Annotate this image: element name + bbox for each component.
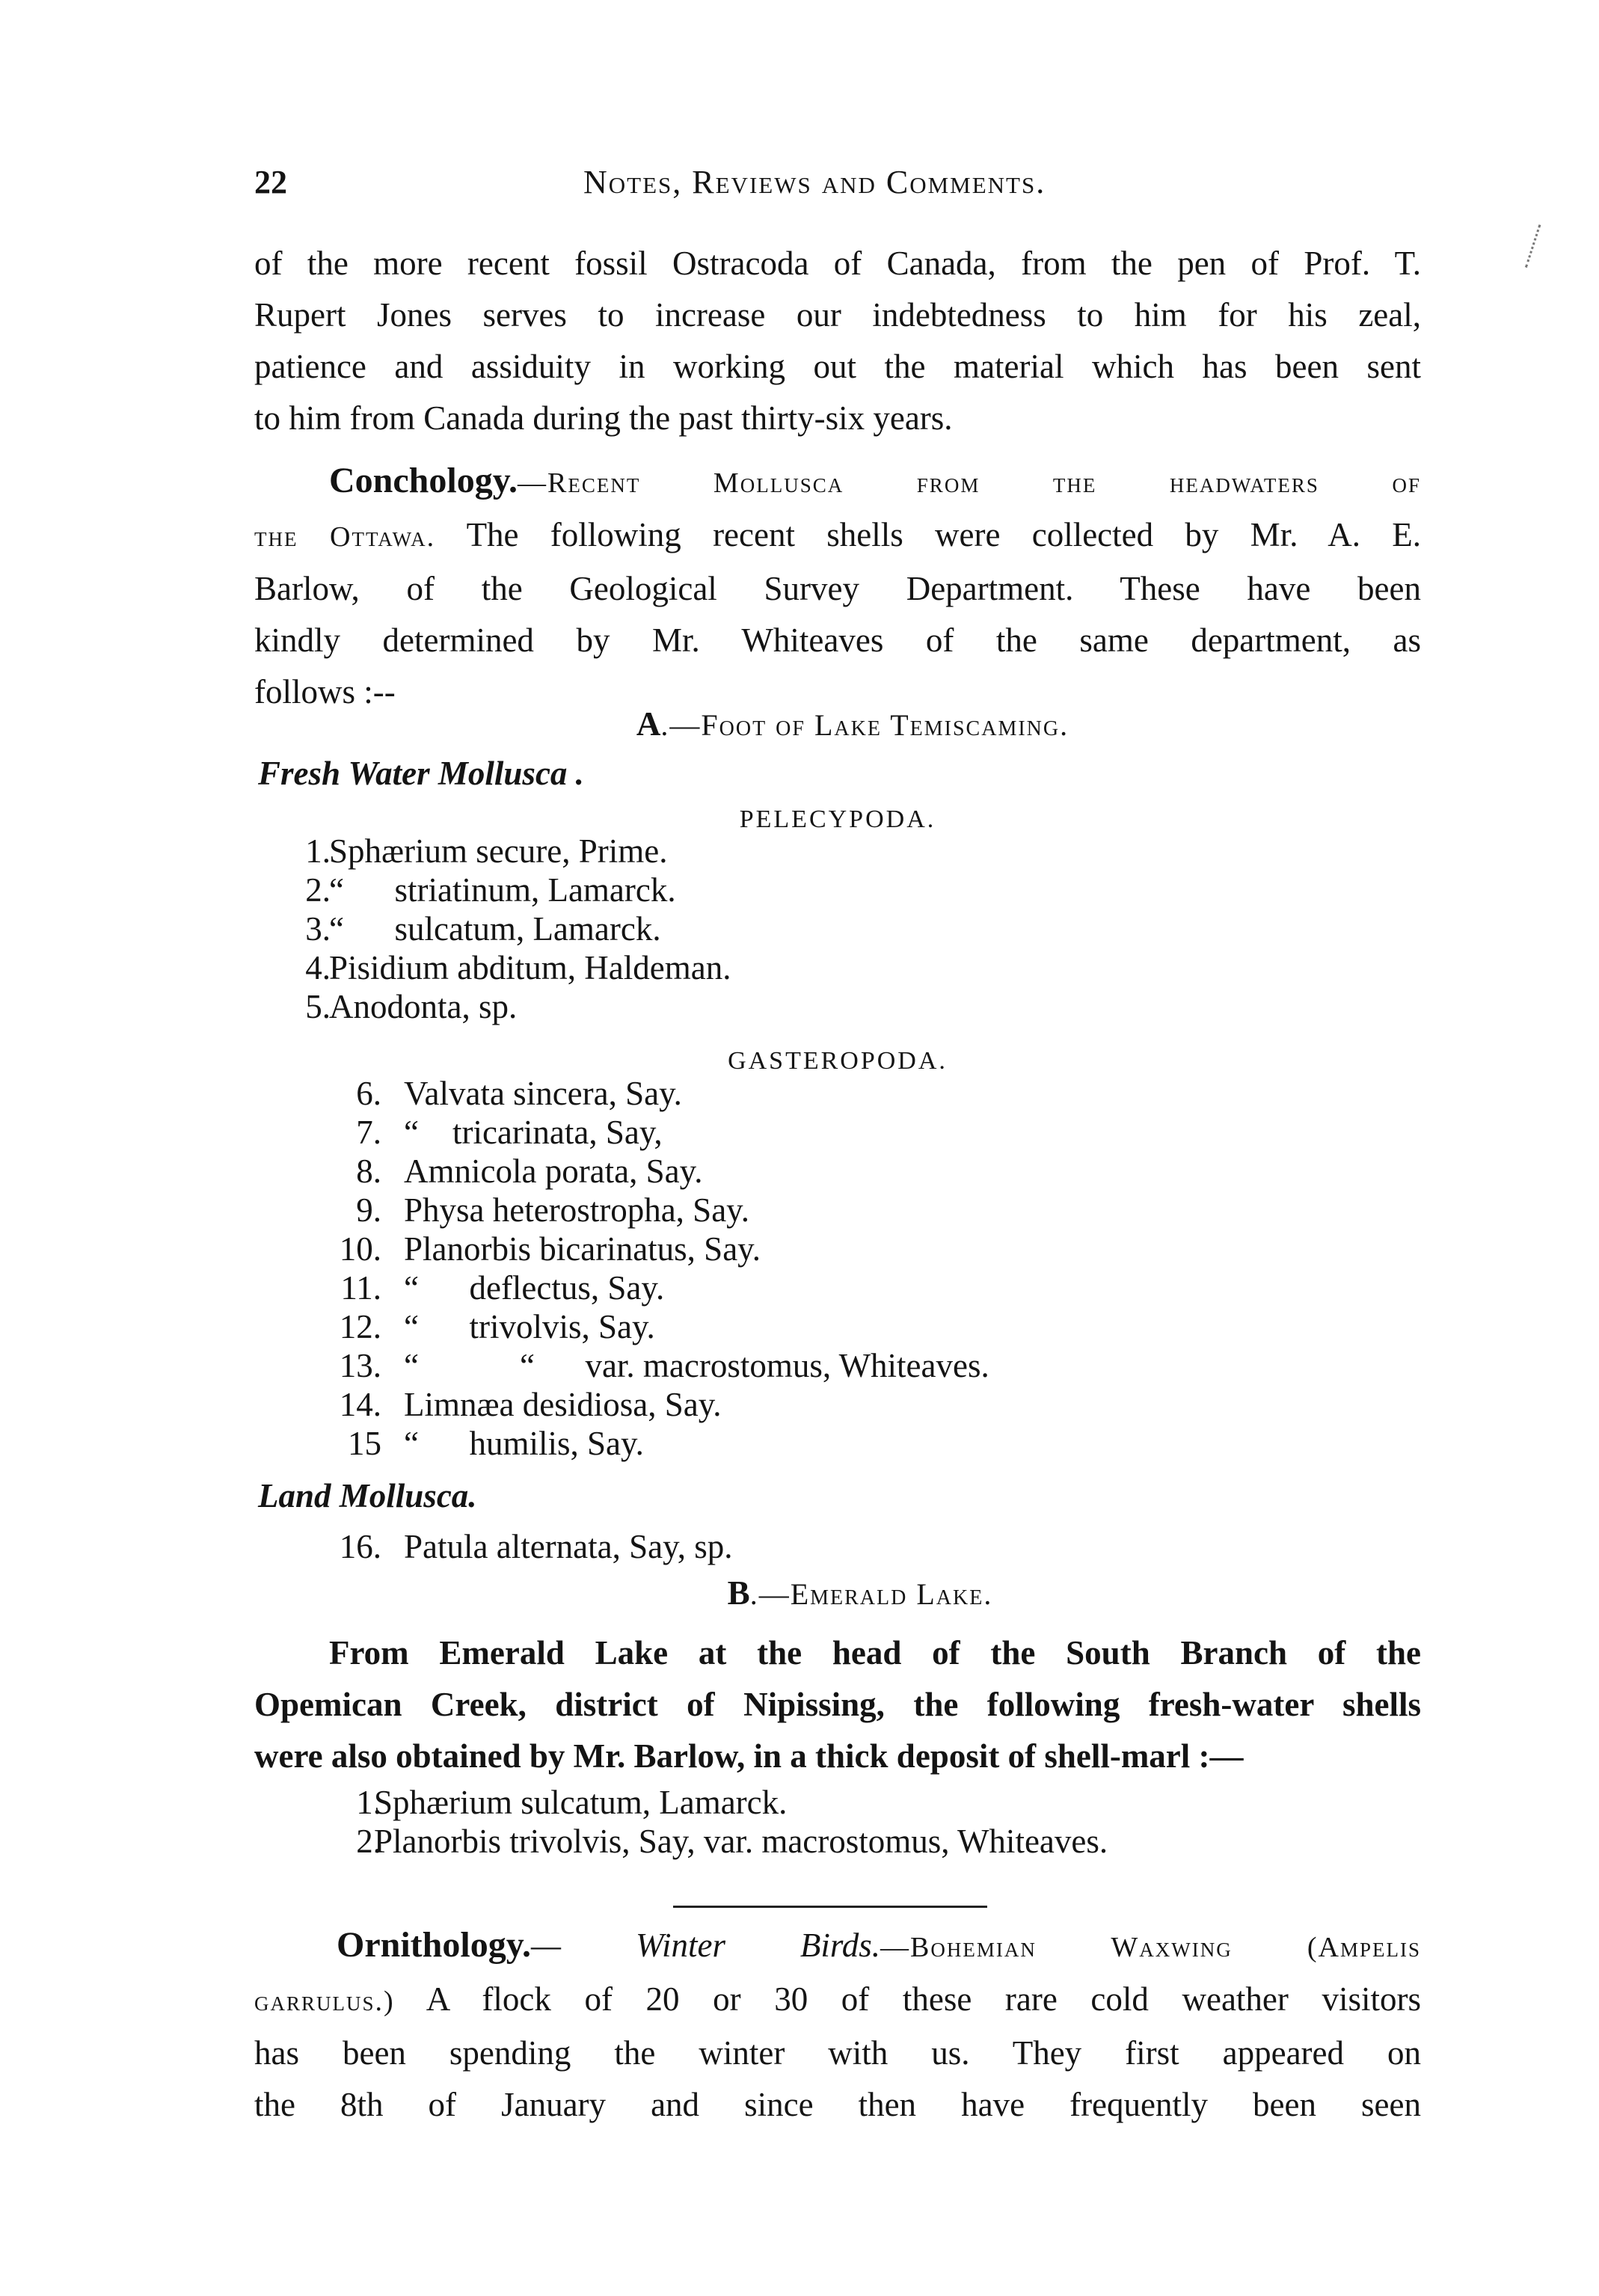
list-item: 9. Physa heterostropha, Say. [356,1191,749,1229]
section-b-heading: B.—Emerald Lake. [727,1574,993,1612]
fresh-water-label: Fresh Water Mollusca . [258,755,584,792]
text-line: the Ottawa. The following recent shells were collected by Mr. A. E. [254,516,1421,553]
text-line: Barlow, of the Geological Survey Department. These have been [254,570,1421,607]
emerald-lake-paragraph [254,1627,1421,1782]
list-item: 6. Valvata sincera, Say. [356,1075,682,1112]
list-item: 14. Limnæa desidiosa, Say. [339,1386,722,1423]
text-line: garrulus.) A flock of 20 or 30 of these rare cold weather visitors [254,1980,1421,2018]
list-item: 15 “ humilis, Say. [348,1425,644,1462]
section-divider [673,1906,987,1908]
list-item: 10. Planorbis bicarinatus, Say. [339,1230,761,1268]
list-item: 16. Patula alternata, Say, sp. [339,1528,733,1565]
text-line: Ornithology.— Winter Birds.—Bohemian Waxwing (Ampelis [337,1925,1421,1965]
intro-paragraph [254,238,1421,444]
section-heading-conchology: Conchology. [329,461,518,500]
text-line: Rupert Jones serves to increase our indebtedness to him for his zeal, [254,296,1421,334]
section-a-heading: A.—Foot of Lake Temiscaming. [636,705,1069,743]
running-head [254,163,1421,208]
text-line: From Emerald Lake at the head of the South Branch of the [329,1634,1421,1672]
list-item: 5. Anodonta, sp. [305,988,518,1025]
list-item: 13. “ “ var. macrostomus, Whiteaves. [339,1347,989,1384]
text-line: has been spending the winter with us. They first appeared on [254,2034,1421,2072]
page-number: 22 [254,164,287,200]
list-item: 2. “ striatinum, Lamarck. [305,871,676,909]
list-item: 12. “ trivolvis, Say. [339,1308,655,1345]
section-heading-ornithology: Ornithology. [337,1925,532,1965]
margin-mark [1525,224,1545,269]
text-line: of the more recent fossil Ostracoda of Canada, from the pen of Prof. T. [254,245,1421,282]
land-mollusca-label: Land Mollusca. [258,1477,477,1514]
list-item: 4. Pisidium abditum, Haldeman. [305,949,731,986]
text-line: the 8th of January and since then have frequently been seen [254,2086,1421,2123]
list-item: 1. Sphærium sulcatum, Lamarck. [356,1784,788,1821]
text-line: kindly determined by Mr. Whiteaves of the same department, as [254,621,1421,659]
list-item: 3. “ sulcatum, Lamarck. [305,910,661,948]
list-item: 8. Amnicola porata, Say. [356,1152,703,1190]
text-line: Opemican Creek, district of Nipissing, the following fresh-water shells [254,1686,1421,1723]
ornithology-paragraph [254,1919,1421,2131]
list-item: 2. Planorbis trivolvis, Say, var. macrostomus, Whiteaves. [356,1823,1108,1860]
text-line: were also obtained by Mr. Barlow, in a thick deposit of shell-marl :— [254,1737,1244,1775]
pelecypoda-heading: PELECYPODA. [739,805,936,833]
text-line: follows :-- [254,673,396,710]
list-item: 1. Sphærium secure, Prime. [305,832,668,870]
text-line [254,455,1421,509]
conchology-paragraph [254,455,1421,718]
conchology-subheading: —Recent Mollusca from the headwaters of [518,467,1421,499]
running-title: Notes, Reviews and Comments. [583,164,1046,200]
text-line: patience and assiduity in working out the material which has been sent [254,348,1421,385]
gasteropoda-heading: GASTEROPODA. [728,1047,948,1075]
list-item: 11. “ deflectus, Say. [340,1269,665,1307]
list-item: 7. “ tricarinata, Say, [356,1114,663,1151]
text-line: to him from Canada during the past thirty-six years. [254,399,953,437]
